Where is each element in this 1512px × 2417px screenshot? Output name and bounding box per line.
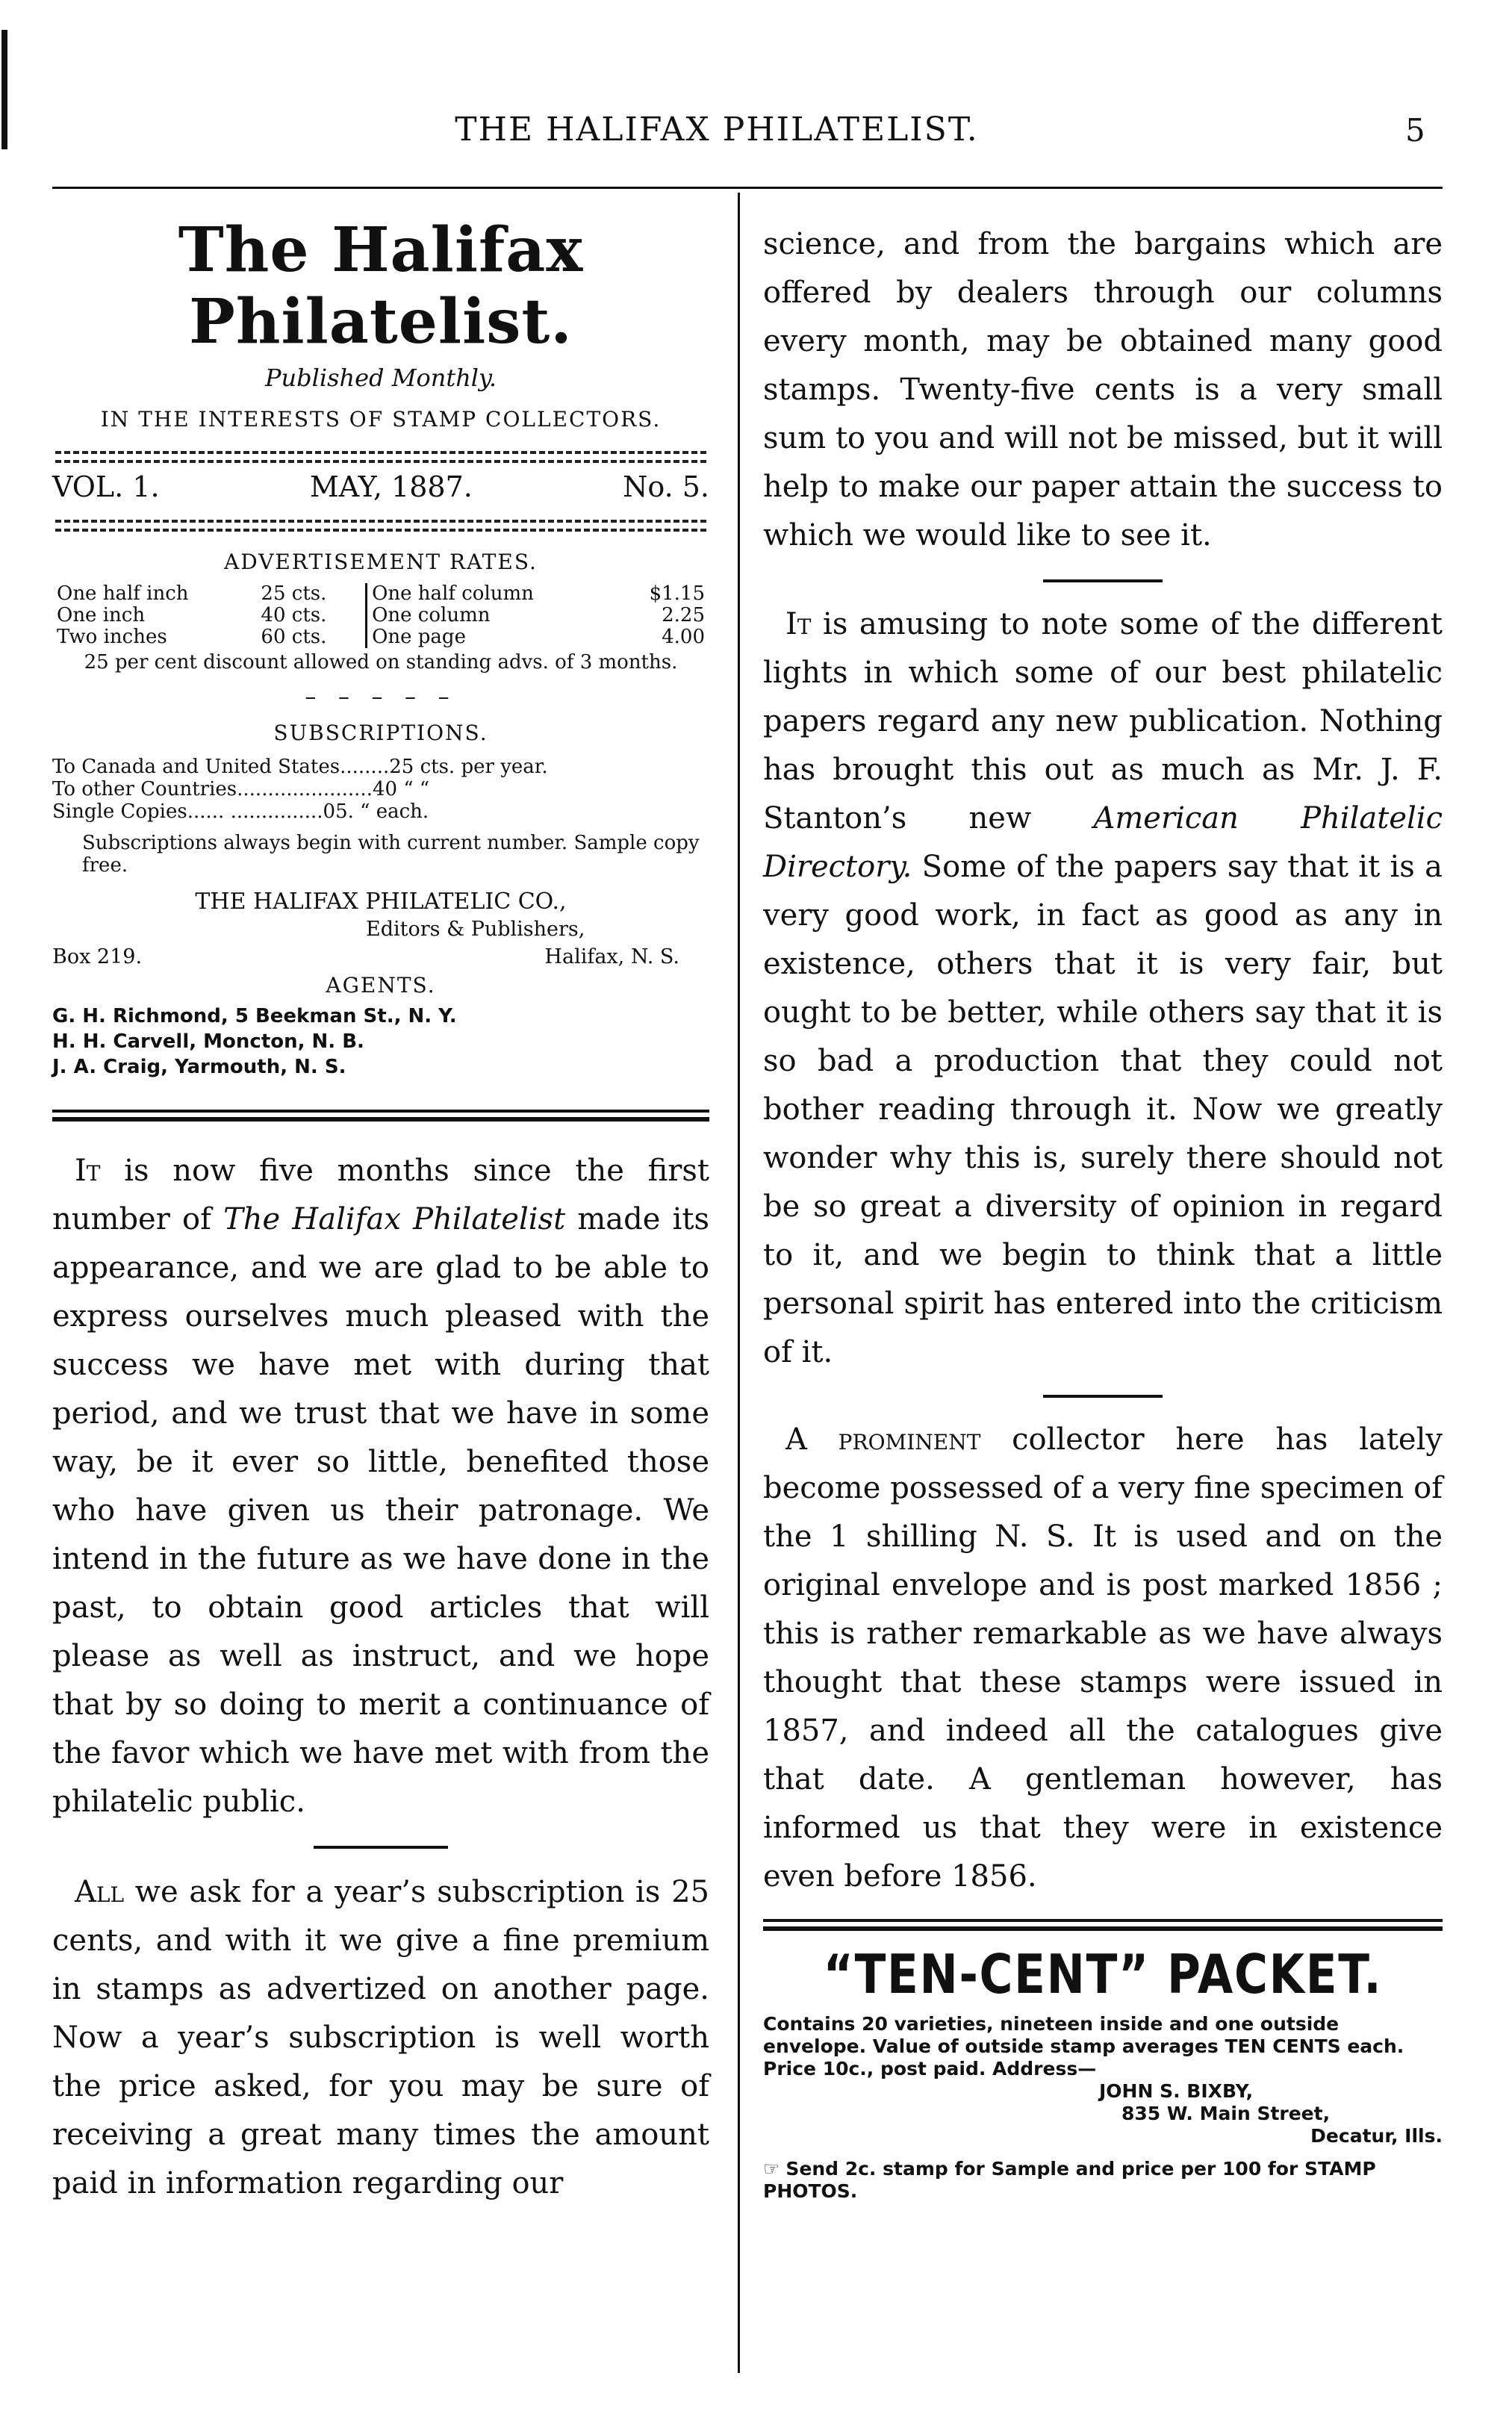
table-row [52,605,709,626]
agents-list [52,1004,709,1080]
subscription-note: Subscriptions always begin with current number. Sample copy free. [82,832,700,877]
dashed-rule [55,451,706,454]
list-item: J. A. Craig, Yarmouth, N. S. [52,1056,346,1078]
list-item: To Canada and United States........25 cts. per year. [52,756,548,778]
ad-footer: ☞ Send 2c. stamp for Sample and price per 100 for STAMP PHOTOS. [763,2158,1376,2202]
ad-contact-city: Decatur, Ills. [1310,2125,1443,2147]
list-item: G. H. Richmond, 5 Beekman St., N. Y. [52,1005,457,1027]
rate-price: 40 cts. [256,605,366,626]
subscriptions-list [52,756,709,823]
publisher-city: Halifax, N. S. [544,945,679,968]
short-rule [1043,1395,1163,1398]
header-rule [52,187,1443,189]
short-dash-divider: – – – – – [305,684,457,710]
rate-price: $1.15 [649,582,705,605]
page-number: 5 [1405,112,1425,149]
double-rule [763,1926,1443,1931]
issue-row [52,470,709,503]
list-item: To other Countries......................40 “ “ [52,778,430,800]
running-title: THE HALIFAX PHILATELIST. [455,111,979,149]
article-subscription: All we ask for a year’s subscription is 25 cents, and with it we give a fine premium in stamps as advertized on another page. Now a year’s subscription is well worth the price asked, for you may be sure of receiving a great many times the amount paid in information regarding our [52,1875,709,2200]
publisher-address [52,945,709,968]
ad-description: Contains 20 varieties, nineteen inside and one outside envelope. Value of outside stamp averages TEN CENTS each. Price 10c., post paid. Address— [763,2013,1404,2080]
issue-date: MAY, 1887. [309,470,473,503]
ad-title: “TEN-CENT” PACKET. [823,1943,1383,2006]
list-item: Single Copies...... ...............05. “ each. [52,800,429,823]
table-row [52,626,709,648]
rate-size: One half inch [57,582,189,605]
left-column [52,198,709,2208]
rate-price: 2.25 [662,604,705,626]
rate-price: 60 cts. [256,626,366,648]
rate-size: One column [372,604,491,626]
rate-price: 4.00 [662,626,705,648]
ad-contact-street: 835 W. Main Street, [1121,2103,1331,2124]
ad-contact-name: JOHN S. BIXBY, [1099,2080,1254,2102]
rate-size: One half column [372,582,534,605]
dashed-rule [55,529,706,532]
short-rule [314,1846,448,1849]
discount-note: 25 per cent discount allowed on standing advs. of 3 months. [84,651,678,674]
publisher-name: THE HALIFAX PHILATELIC CO., [195,889,567,915]
masthead-title: The Halifax Philatelist. [178,214,584,358]
double-rule [763,1919,1443,1922]
publisher-box: Box 219. [52,945,143,968]
publisher-role: Editors & Publishers, [366,918,585,941]
short-rule [1043,579,1163,582]
double-rule [52,1110,709,1113]
column-divider [738,193,740,2373]
rate-size: One page [372,626,466,648]
page-edge-line [1,30,7,149]
rate-price: 25 cts. [256,583,366,605]
rate-size: Two inches [57,626,167,648]
issue-number: No. 5. [623,470,709,503]
article-shilling: A prominent collector here has lately become possessed of a very fine specimen of the 1 shilling N. S. It is used and on the original envelope and is post marked 1856 ; this is rather remarkable as we have always thought that these stamps were issued in 1857, and indeed all the catalogues give that date. A gentleman however, has informed us that they were in existence even before 1856. [763,1422,1443,1894]
article-intro: It is now five months since the first number of The Halifax Philatelist made its appearance, and we are glad to be able to express ourselves much pleased with the success we have met with during that period, and we trust that we have in some way, be it ever so little, benefited those who have given us their patronage. We intend in the future as we have done in the past, to obtain good articles that will please as well as instruct, and we hope that by so doing to merit a continuance of the favor which we have met with from the philatelic public. [52,1154,709,1819]
double-rule [52,1117,709,1122]
dashed-rule [55,460,706,463]
volume: VOL. 1. [52,470,160,503]
dashed-rule [55,520,706,523]
right-column [763,220,1443,2203]
rate-size: One inch [57,604,146,626]
interests-line: IN THE INTERESTS OF STAMP COLLECTORS. [100,407,662,432]
ad-rates-table [52,583,709,648]
article-directory: It is amusing to note some of the different lights in which some of our best philatelic papers regard any new publication. Nothing has brought this out as much as Mr. J. F. Stanton’s new American Philatelic Directory. Some of the papers say that it is a very good work, in fact as good as any in existence, others that it is very fair, but ought to be better, while others say that it is so bad a production that they could not bother reading through it. Now we greatly wonder why this is, surely there should not be so great a diversity of opinion in regard to it, and we begin to think that a little personal spirit has entered into the criticism of it. [763,607,1443,1369]
table-row [52,583,709,605]
pointing-hand-icon: ☞ [763,2158,786,2180]
article-subscription-continued: science, and from the bargains which are offered by dealers through our columns every month, may be obtained many good stamps. Twenty-five cents is a very small sum to you and will not be missed, but it will help to make our paper attain the success to which we would like to see it. [763,227,1443,553]
published-monthly: Published Monthly. [264,364,497,392]
agents-heading: AGENTS. [326,973,436,998]
list-item: H. H. Carvell, Moncton, N. B. [52,1030,364,1053]
subscriptions-heading: SUBSCRIPTIONS. [273,721,488,745]
ad-rates-heading: ADVERTISEMENT RATES. [224,550,538,574]
